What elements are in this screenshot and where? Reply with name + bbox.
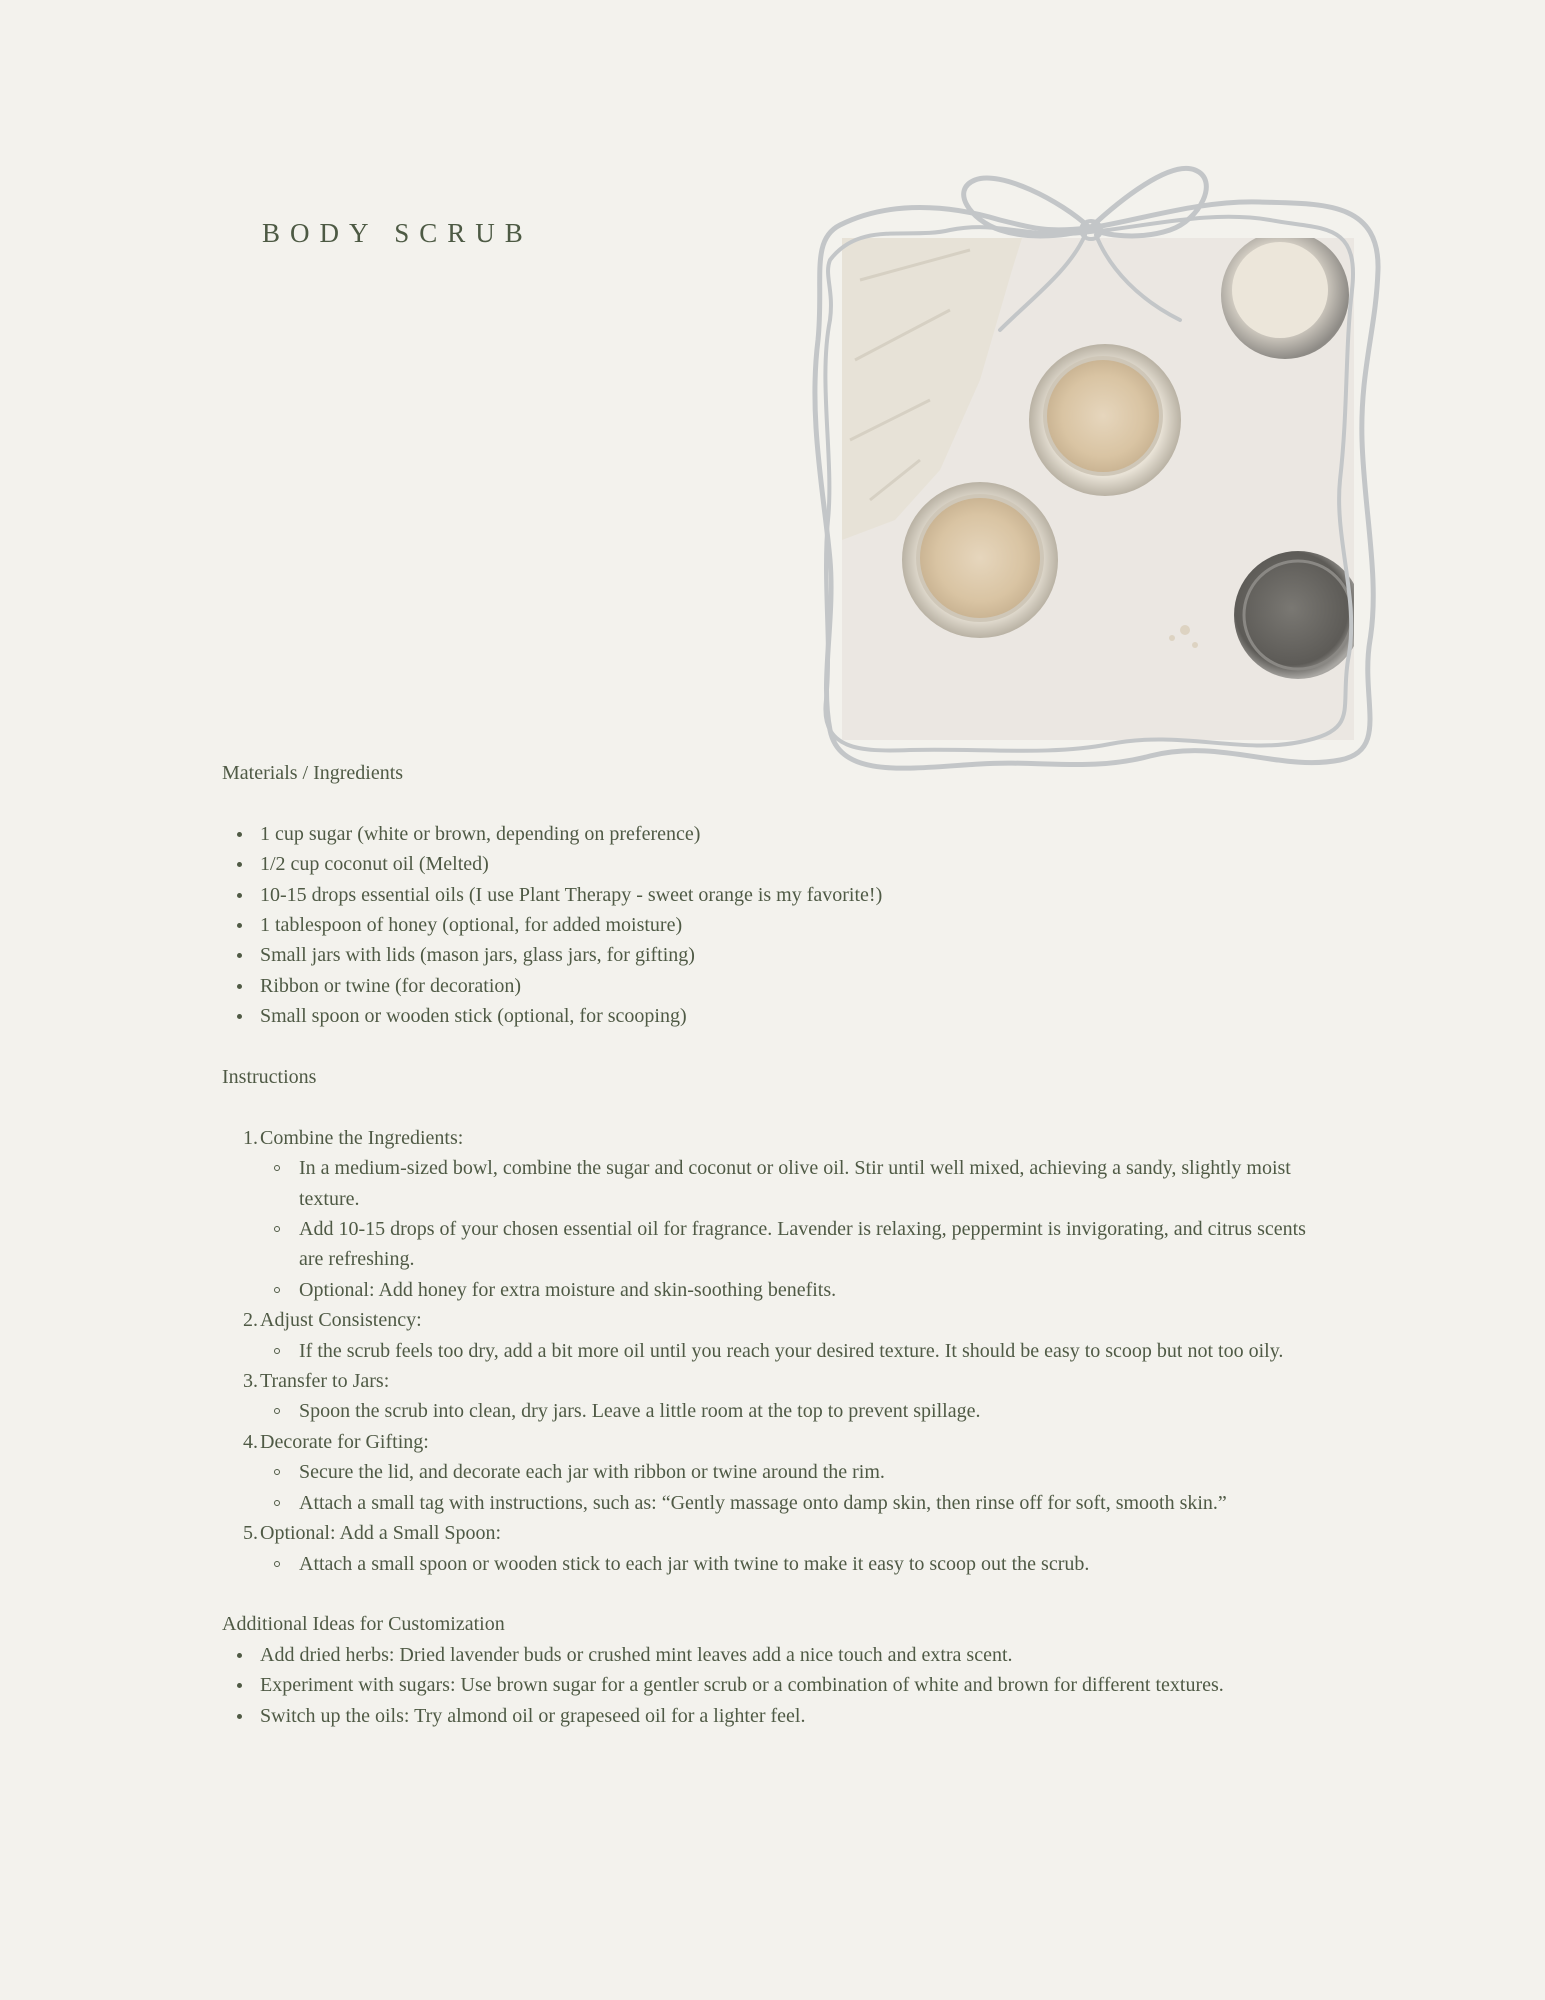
instructions-list (222, 1123, 1332, 1579)
instructions-heading: Instructions (222, 1066, 317, 1089)
ideas-heading: Additional Ideas for Customization (222, 1613, 505, 1636)
step-number: 2. (243, 1309, 258, 1332)
sub-item: If the scrub feels too dry, add a bit more oil until you reach your desired texture. It should be easy to scoop but not too oily. (260, 1336, 1332, 1366)
list-item: Switch up the oils: Try almond oil or grapeseed oil for a lighter feel. (222, 1701, 1332, 1731)
step-number: 1. (243, 1126, 258, 1149)
list-item: 1 cup sugar (white or brown, depending on preference) (222, 819, 1332, 849)
step-label: Adjust Consistency: (260, 1309, 422, 1332)
step-sublist (260, 1336, 1332, 1366)
list-item: 1/2 cup coconut oil (Melted) (222, 849, 1332, 879)
step-label: Transfer to Jars: (260, 1370, 390, 1393)
step-number: 5. (243, 1522, 258, 1545)
list-item: Experiment with sugars: Use brown sugar for a gentler scrub or a combination of white and brown for different textures. (222, 1670, 1332, 1700)
sub-item: Spoon the scrub into clean, dry jars. Leave a little room at the top to prevent spillage. (260, 1396, 1332, 1426)
page-title: BODY SCRUB (262, 218, 533, 248)
step-sublist (260, 1153, 1332, 1305)
sub-item: Optional: Add honey for extra moisture and skin-soothing benefits. (260, 1275, 1332, 1305)
list-item: 1 tablespoon of honey (optional, for added moisture) (222, 910, 1332, 940)
step-sublist (260, 1396, 1332, 1426)
materials-list (222, 819, 1332, 1032)
step-label: Combine the Ingredients: (260, 1126, 464, 1149)
spacer (222, 1579, 1332, 1609)
materials-heading: Materials / Ingredients (222, 762, 404, 784)
step-sublist (260, 1549, 1332, 1579)
list-item: 10-15 drops essential oils (I use Plant Therapy - sweet orange is my favorite!) (222, 880, 1332, 910)
recipe-content (222, 758, 1332, 1731)
step-label: Decorate for Gifting: (260, 1430, 429, 1453)
step-label: Optional: Add a Small Spoon: (260, 1522, 502, 1545)
list-item: Add dried herbs: Dried lavender buds or crushed mint leaves add a nice touch and extra scent. (222, 1640, 1332, 1670)
step-item (222, 1518, 1332, 1579)
step-number: 3. (243, 1370, 258, 1393)
sub-item: In a medium-sized bowl, combine the sugar and coconut or olive oil. Stir until well mixed, achieving a sandy, slightly moist texture. (260, 1153, 1332, 1214)
spacer (222, 1092, 1332, 1122)
step-item (222, 1305, 1332, 1366)
list-item: Small jars with lids (mason jars, glass jars, for gifting) (222, 940, 1332, 970)
sub-item: Secure the lid, and decorate each jar with ribbon or twine around the rim. (260, 1457, 1332, 1487)
step-number: 4. (243, 1430, 258, 1453)
step-item (222, 1427, 1332, 1518)
spacer (222, 1032, 1332, 1062)
scrub-jars-photo (800, 160, 1390, 790)
sub-item: Attach a small tag with instructions, such as: “Gently massage onto damp skin, then rinse off for soft, smooth skin.” (260, 1488, 1332, 1518)
list-item: Small spoon or wooden stick (optional, for scooping) (222, 1001, 1332, 1031)
sub-item: Add 10-15 drops of your chosen essential oil for fragrance. Lavender is relaxing, peppermint is invigorating, and citrus scents are refreshing. (260, 1214, 1332, 1275)
step-item (222, 1366, 1332, 1427)
sub-item: Attach a small spoon or wooden stick to each jar with twine to make it easy to scoop out the scrub. (260, 1549, 1332, 1579)
ideas-list (222, 1640, 1332, 1731)
step-sublist (260, 1457, 1332, 1518)
spacer (222, 788, 1332, 818)
list-item: Ribbon or twine (for decoration) (222, 971, 1332, 1001)
step-item (222, 1123, 1332, 1305)
